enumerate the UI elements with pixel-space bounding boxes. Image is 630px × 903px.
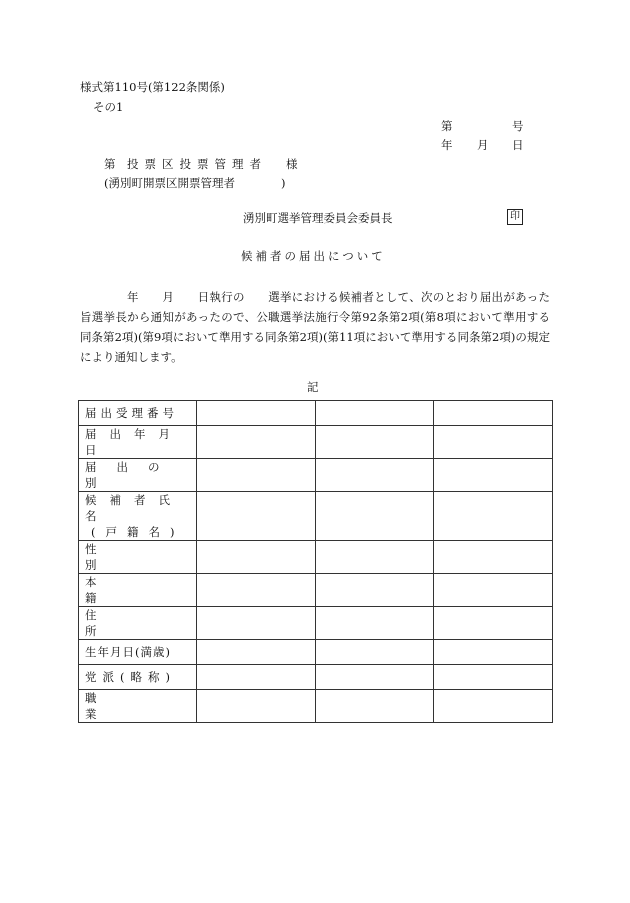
cell: [316, 401, 434, 426]
row-label: [79, 690, 197, 723]
candidate-table: [78, 400, 553, 723]
label-text: 届出受理番号: [85, 406, 178, 420]
row-label: [79, 426, 197, 459]
addressee-sama: 様: [286, 157, 298, 171]
label-text: 職業: [85, 691, 167, 721]
row-label: [79, 401, 197, 426]
row-label: [79, 492, 197, 541]
table-row: [79, 690, 553, 723]
table-row: [79, 426, 553, 459]
label-text: 党派(略称): [85, 670, 176, 684]
table-row: [79, 541, 553, 574]
cell: [434, 665, 553, 690]
label-subtext: (戸籍名): [91, 525, 185, 539]
cell: [197, 492, 316, 541]
cell: [316, 665, 434, 690]
cell: [434, 640, 553, 665]
cell: [197, 426, 316, 459]
sender-name: 湧別町選挙管理委員会委員長: [243, 211, 393, 225]
label-text: 生年月日(満歳): [85, 645, 171, 659]
row-label: [79, 640, 197, 665]
cell: [197, 690, 316, 723]
row-label: [79, 574, 197, 607]
label-text: 届出年月日: [85, 427, 183, 457]
cell: [316, 426, 434, 459]
cell: [434, 690, 553, 723]
table-row: [79, 459, 553, 492]
cell: [197, 640, 316, 665]
table-row: [79, 574, 553, 607]
table-row: [79, 665, 553, 690]
row-label: [79, 459, 197, 492]
cell: [434, 492, 553, 541]
ref-day: 日: [512, 138, 524, 152]
cell: [434, 541, 553, 574]
cell: [316, 459, 434, 492]
cell: [316, 690, 434, 723]
cell: [197, 401, 316, 426]
table-row: [79, 401, 553, 426]
cell: [434, 401, 553, 426]
ref-year: 年: [441, 138, 453, 152]
addressee-line2: (湧別町開票区開票管理者 ): [104, 176, 286, 190]
cell: [316, 492, 434, 541]
cell: [434, 574, 553, 607]
cell: [434, 426, 553, 459]
body-text: 年 月 日執行の 選挙における候補者として、次のとおり届出があった旨選挙長から通知があったので、公職選挙法施行令第92条第2項(第8項において準用する同条第2項)(第9項において準用する同条第2項)(第11項において準用する同条第2項)の規定により通知します。: [80, 290, 550, 364]
cell: [197, 607, 316, 640]
form-number: 様式第110号(第122条関係): [80, 80, 225, 94]
addressee-dai: 第: [104, 157, 116, 171]
cell: [316, 541, 434, 574]
row-label: [79, 541, 197, 574]
cell: [316, 640, 434, 665]
label-text: 住所: [85, 608, 167, 638]
ref-month: 月: [477, 138, 489, 152]
form-sub: その1: [93, 100, 124, 114]
cell: [197, 665, 316, 690]
cell: [197, 574, 316, 607]
cell: [434, 607, 553, 640]
document-title: 候補者の届出について: [241, 249, 386, 263]
table-row: [79, 640, 553, 665]
cell: [316, 574, 434, 607]
label-text: 届出の別: [85, 460, 180, 490]
table-row: [79, 607, 553, 640]
cell: [434, 459, 553, 492]
label-text: 性別: [85, 542, 167, 572]
cell: [197, 541, 316, 574]
cell: [197, 459, 316, 492]
ki-label: 記: [307, 380, 319, 394]
label-text: 候補者氏名: [85, 493, 183, 523]
ref-dai: 第: [441, 119, 453, 133]
label-text: 本籍: [85, 575, 167, 605]
addressee-title: 投票区投票管理者: [127, 157, 267, 171]
cell: [316, 607, 434, 640]
seal-mark: 印: [507, 209, 523, 225]
row-label: [79, 607, 197, 640]
table-row: [79, 492, 553, 541]
row-label: [79, 665, 197, 690]
ref-go: 号: [512, 119, 524, 133]
